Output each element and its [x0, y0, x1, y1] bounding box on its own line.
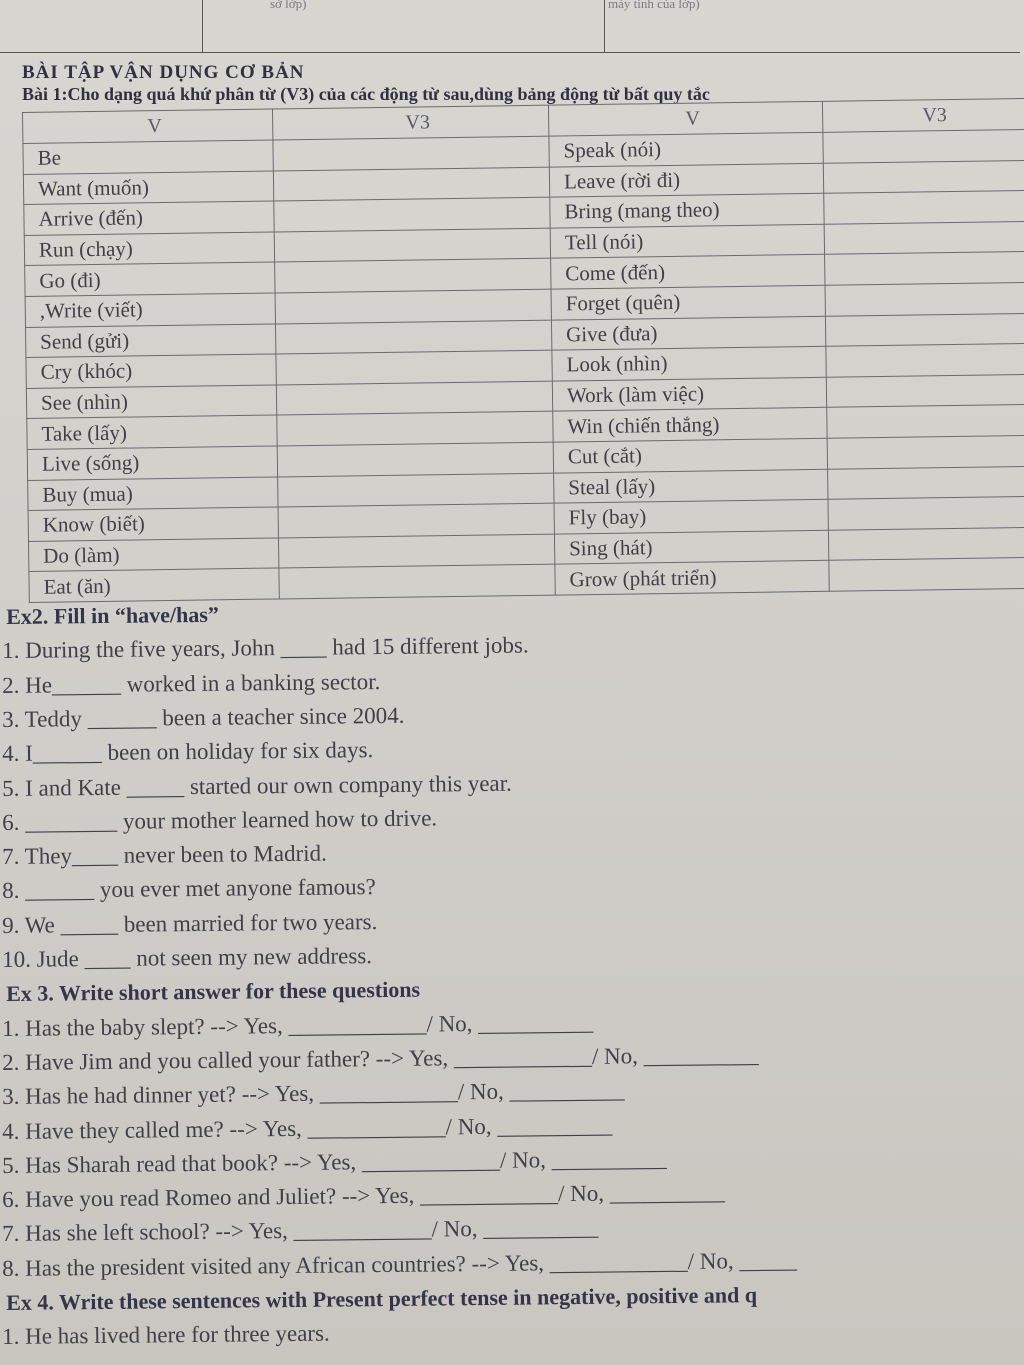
verb-cell: Win (chiến thắng): [553, 408, 827, 442]
v3-answer-cell[interactable]: [276, 381, 552, 415]
worksheet-title: BÀI TẬP VẬN DỤNG CƠ BẢN: [22, 62, 305, 83]
verb-cell: Look (nhìn): [552, 346, 826, 380]
v3-answer-cell[interactable]: [278, 534, 554, 568]
v3-answer-cell[interactable]: [277, 411, 553, 445]
v3-answer-cell[interactable]: [278, 503, 554, 537]
exercise3-item: 1. Has the baby slept? --> Yes, ____________/ No, __________: [2, 1009, 594, 1041]
v3-answer-cell[interactable]: [277, 442, 553, 476]
verb-cell: Grow (phát triển): [555, 561, 829, 595]
exercise4-item: 1. He has lived here for three years.: [2, 1320, 330, 1350]
verb-cell: See (nhìn): [26, 385, 276, 419]
exercise2-item: 4. I______ been on holiday for six days.: [2, 737, 374, 767]
verb-cell: Eat (ăn): [29, 568, 279, 602]
verb-cell: Bring (mang theo): [550, 194, 824, 228]
v3-answer-cell[interactable]: [826, 374, 1024, 408]
column-divider: [202, 0, 203, 52]
v3-answer-cell[interactable]: [823, 160, 1024, 194]
exercise2-item: 8. ______ you ever met anyone famous?: [2, 874, 376, 904]
verb-cell: Go (đi): [25, 262, 275, 296]
v3-answer-cell[interactable]: [827, 405, 1024, 439]
exercise3-item: 4. Have they called me? --> Yes, ____________/ No, __________: [2, 1112, 613, 1144]
v3-answer-cell[interactable]: [826, 344, 1024, 378]
verb-cell: Speak (nói): [549, 132, 823, 166]
v3-answer-cell[interactable]: [273, 136, 549, 170]
exercise3-item: 3. Has he had dinner yet? --> Yes, ____________/ No, __________: [2, 1077, 625, 1110]
v3-answer-cell[interactable]: [824, 191, 1024, 225]
verb-cell: Do (làm): [28, 538, 278, 572]
v3-answer-cell[interactable]: [275, 289, 551, 323]
verb-cell: Buy (mua): [28, 476, 278, 510]
exercise2-item: 7. They____ never been to Madrid.: [2, 840, 327, 870]
header-v: V: [548, 101, 822, 136]
top-right-fragment: máy tính của lớp): [608, 0, 700, 11]
verb-cell: Take (lấy): [27, 415, 277, 449]
v3-answer-cell[interactable]: [828, 466, 1024, 500]
verb-cell: Work (làm việc): [552, 377, 826, 411]
exercise2-item: 5. I and Kate _____ started our own company this year.: [2, 770, 512, 801]
verb-cell: ,Write (viết): [25, 293, 275, 327]
exercise4-title: Ex 4. Write these sentences with Present perfect tense in negative, positive and q: [6, 1282, 758, 1315]
exercise2-item: 3. Teddy ______ been a teacher since 2004.: [2, 702, 405, 732]
header-v3: V3: [272, 105, 548, 140]
v3-answer-cell[interactable]: [278, 473, 554, 507]
verb-cell: Cry (khóc): [26, 354, 276, 388]
verb-cell: Know (biết): [28, 507, 278, 541]
verb-cell: Sing (hát): [554, 530, 828, 564]
v3-answer-cell[interactable]: [273, 167, 549, 201]
verb-cell: Fly (bay): [554, 499, 828, 533]
exercise3-item: 6. Have you read Romeo and Juliet? --> Yes, ____________/ No, __________: [2, 1179, 725, 1213]
verb-cell: Be: [23, 140, 273, 174]
top-table-fragment: [0, 0, 1020, 53]
v3-answer-cell[interactable]: [824, 221, 1024, 255]
v3-answer-cell[interactable]: [829, 558, 1024, 592]
v3-answer-cell[interactable]: [828, 527, 1024, 561]
header-v3: V3: [822, 98, 1024, 132]
exercise2-title: Ex2. Fill in “have/has”: [6, 601, 219, 629]
exercise2-item: 6. ________ your mother learned how to drive.: [2, 805, 438, 835]
verb-table: [22, 98, 1024, 603]
v3-answer-cell[interactable]: [828, 496, 1024, 530]
verb-cell: Come (đến): [551, 255, 825, 289]
verb-cell: Send (gửi): [26, 324, 276, 358]
exercise2-item: 1. During the five years, John ____ had 15 different jobs.: [2, 632, 529, 664]
top-left-fragment: sở lớp): [270, 0, 307, 11]
v3-answer-cell[interactable]: [279, 564, 555, 598]
exercise3-item: 5. Has Sharah read that book? --> Yes, ____________/ No, __________: [2, 1145, 667, 1178]
exercise3-title: Ex 3. Write short answer for these questions: [6, 976, 421, 1007]
verb-cell: Forget (quên): [551, 285, 825, 319]
exercise1-title: Bài 1:Cho dạng quá khứ phân từ (V3) của các động từ sau,dùng bảng động từ bất quy tắc: [22, 84, 710, 104]
v3-answer-cell[interactable]: [827, 435, 1024, 469]
v3-answer-cell[interactable]: [825, 313, 1024, 347]
exercise2-item: 2. He______ worked in a banking sector.: [2, 668, 381, 698]
verb-cell: Tell (nói): [550, 224, 824, 258]
verb-cell: Steal (lấy): [554, 469, 828, 503]
exercise3-item: 7. Has she left school? --> Yes, ____________/ No, __________: [2, 1215, 599, 1247]
verb-cell: Give (đưa): [551, 316, 825, 350]
verb-cell: Arrive (đến): [24, 201, 274, 235]
v3-answer-cell[interactable]: [825, 282, 1024, 316]
verb-cell: Run (chạy): [24, 232, 274, 266]
exercise3-item: 8. Has the president visited any African countries? --> Yes, ____________/ No, _____: [2, 1247, 798, 1281]
exercise2-item: 9. We _____ been married for two years.: [2, 908, 378, 938]
v3-answer-cell[interactable]: [276, 350, 552, 384]
v3-answer-cell[interactable]: [274, 197, 550, 231]
verb-cell: Cut (cắt): [553, 438, 827, 472]
v3-answer-cell[interactable]: [274, 228, 550, 262]
v3-answer-cell[interactable]: [823, 129, 1024, 163]
exercise2-item: 10. Jude ____ not seen my new address.: [2, 943, 373, 972]
exercise3-item: 2. Have Jim and you called your father? --> Yes, ____________/ No, __________: [2, 1041, 759, 1075]
header-v: V: [23, 109, 273, 143]
v3-answer-cell[interactable]: [825, 252, 1024, 286]
verb-cell: Live (sống): [27, 446, 277, 480]
v3-answer-cell[interactable]: [275, 320, 551, 354]
v3-answer-cell[interactable]: [275, 259, 551, 293]
verb-cell: Want (muốn): [23, 171, 273, 205]
column-divider: [604, 0, 605, 52]
verb-cell: Leave (rời đi): [549, 163, 823, 197]
